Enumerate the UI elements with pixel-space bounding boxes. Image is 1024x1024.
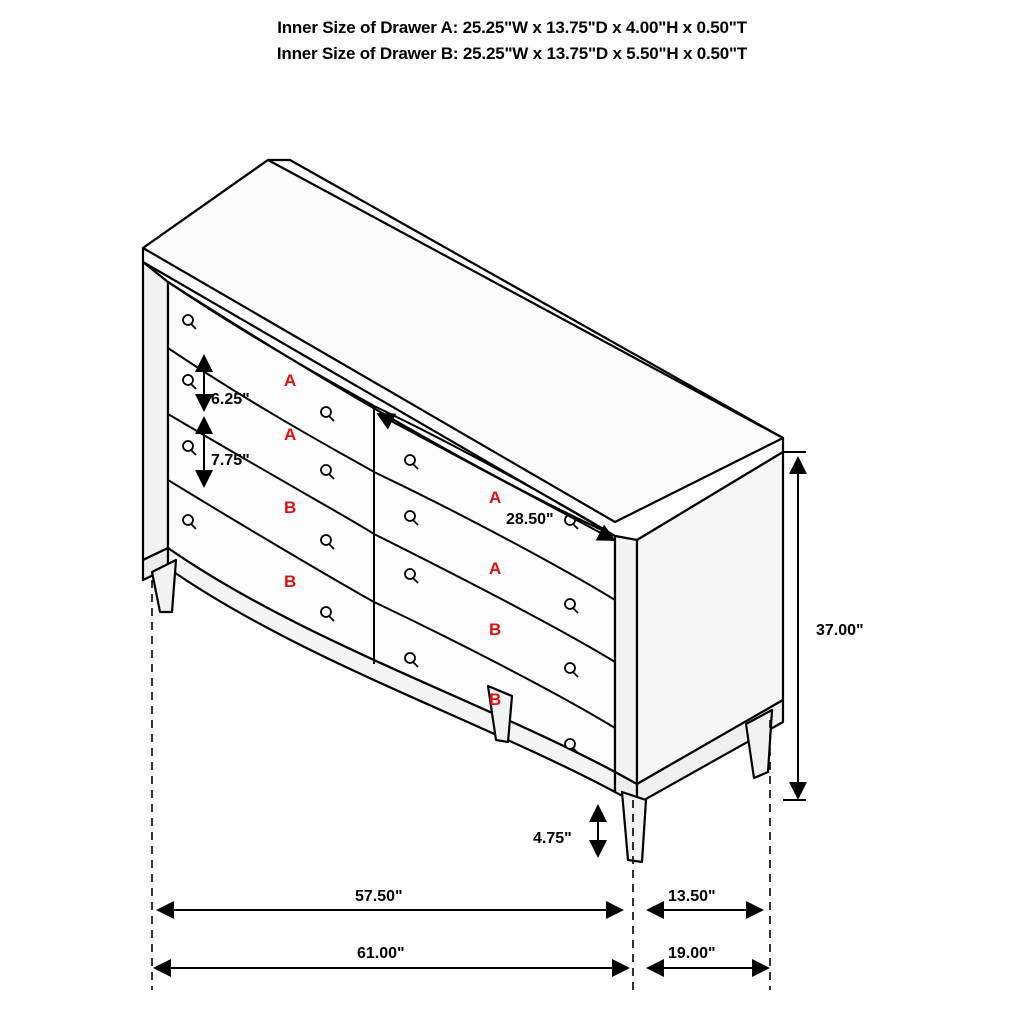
dim-side-width: 13.50" [668, 888, 716, 905]
drawer-label-left-3: B [284, 498, 297, 517]
drawer-label-left-1: A [284, 371, 297, 390]
drawer-label-right-2: A [489, 559, 502, 578]
drawer-label-left-4: B [284, 572, 297, 591]
drawer-label-right-4: B [489, 690, 502, 709]
dim-overall-depth: 19.00" [668, 945, 716, 962]
dim-drawer-b-height: 7.75" [211, 452, 250, 469]
dresser-body [143, 160, 783, 862]
header-line-1: Inner Size of Drawer A: 25.25"W x 13.75"D x 4.00"H x 0.50"T [277, 18, 747, 37]
dim-front-width: 57.50" [355, 888, 403, 905]
dim-leg-height: 4.75" [533, 830, 572, 847]
dim-drawer-a-height: 6.25" [211, 391, 250, 408]
drawer-label-right-1: A [489, 488, 502, 507]
header-line-2: Inner Size of Drawer B: 25.25"W x 13.75"D x 5.50"H x 0.50"T [276, 44, 748, 63]
drawer-label-left-2: A [284, 425, 297, 444]
dim-front-width-inner: 28.50" [506, 511, 554, 528]
dim-total-height: 37.00" [816, 622, 864, 639]
drawer-label-right-3: B [489, 620, 502, 639]
dim-overall-width: 61.00" [357, 945, 405, 962]
